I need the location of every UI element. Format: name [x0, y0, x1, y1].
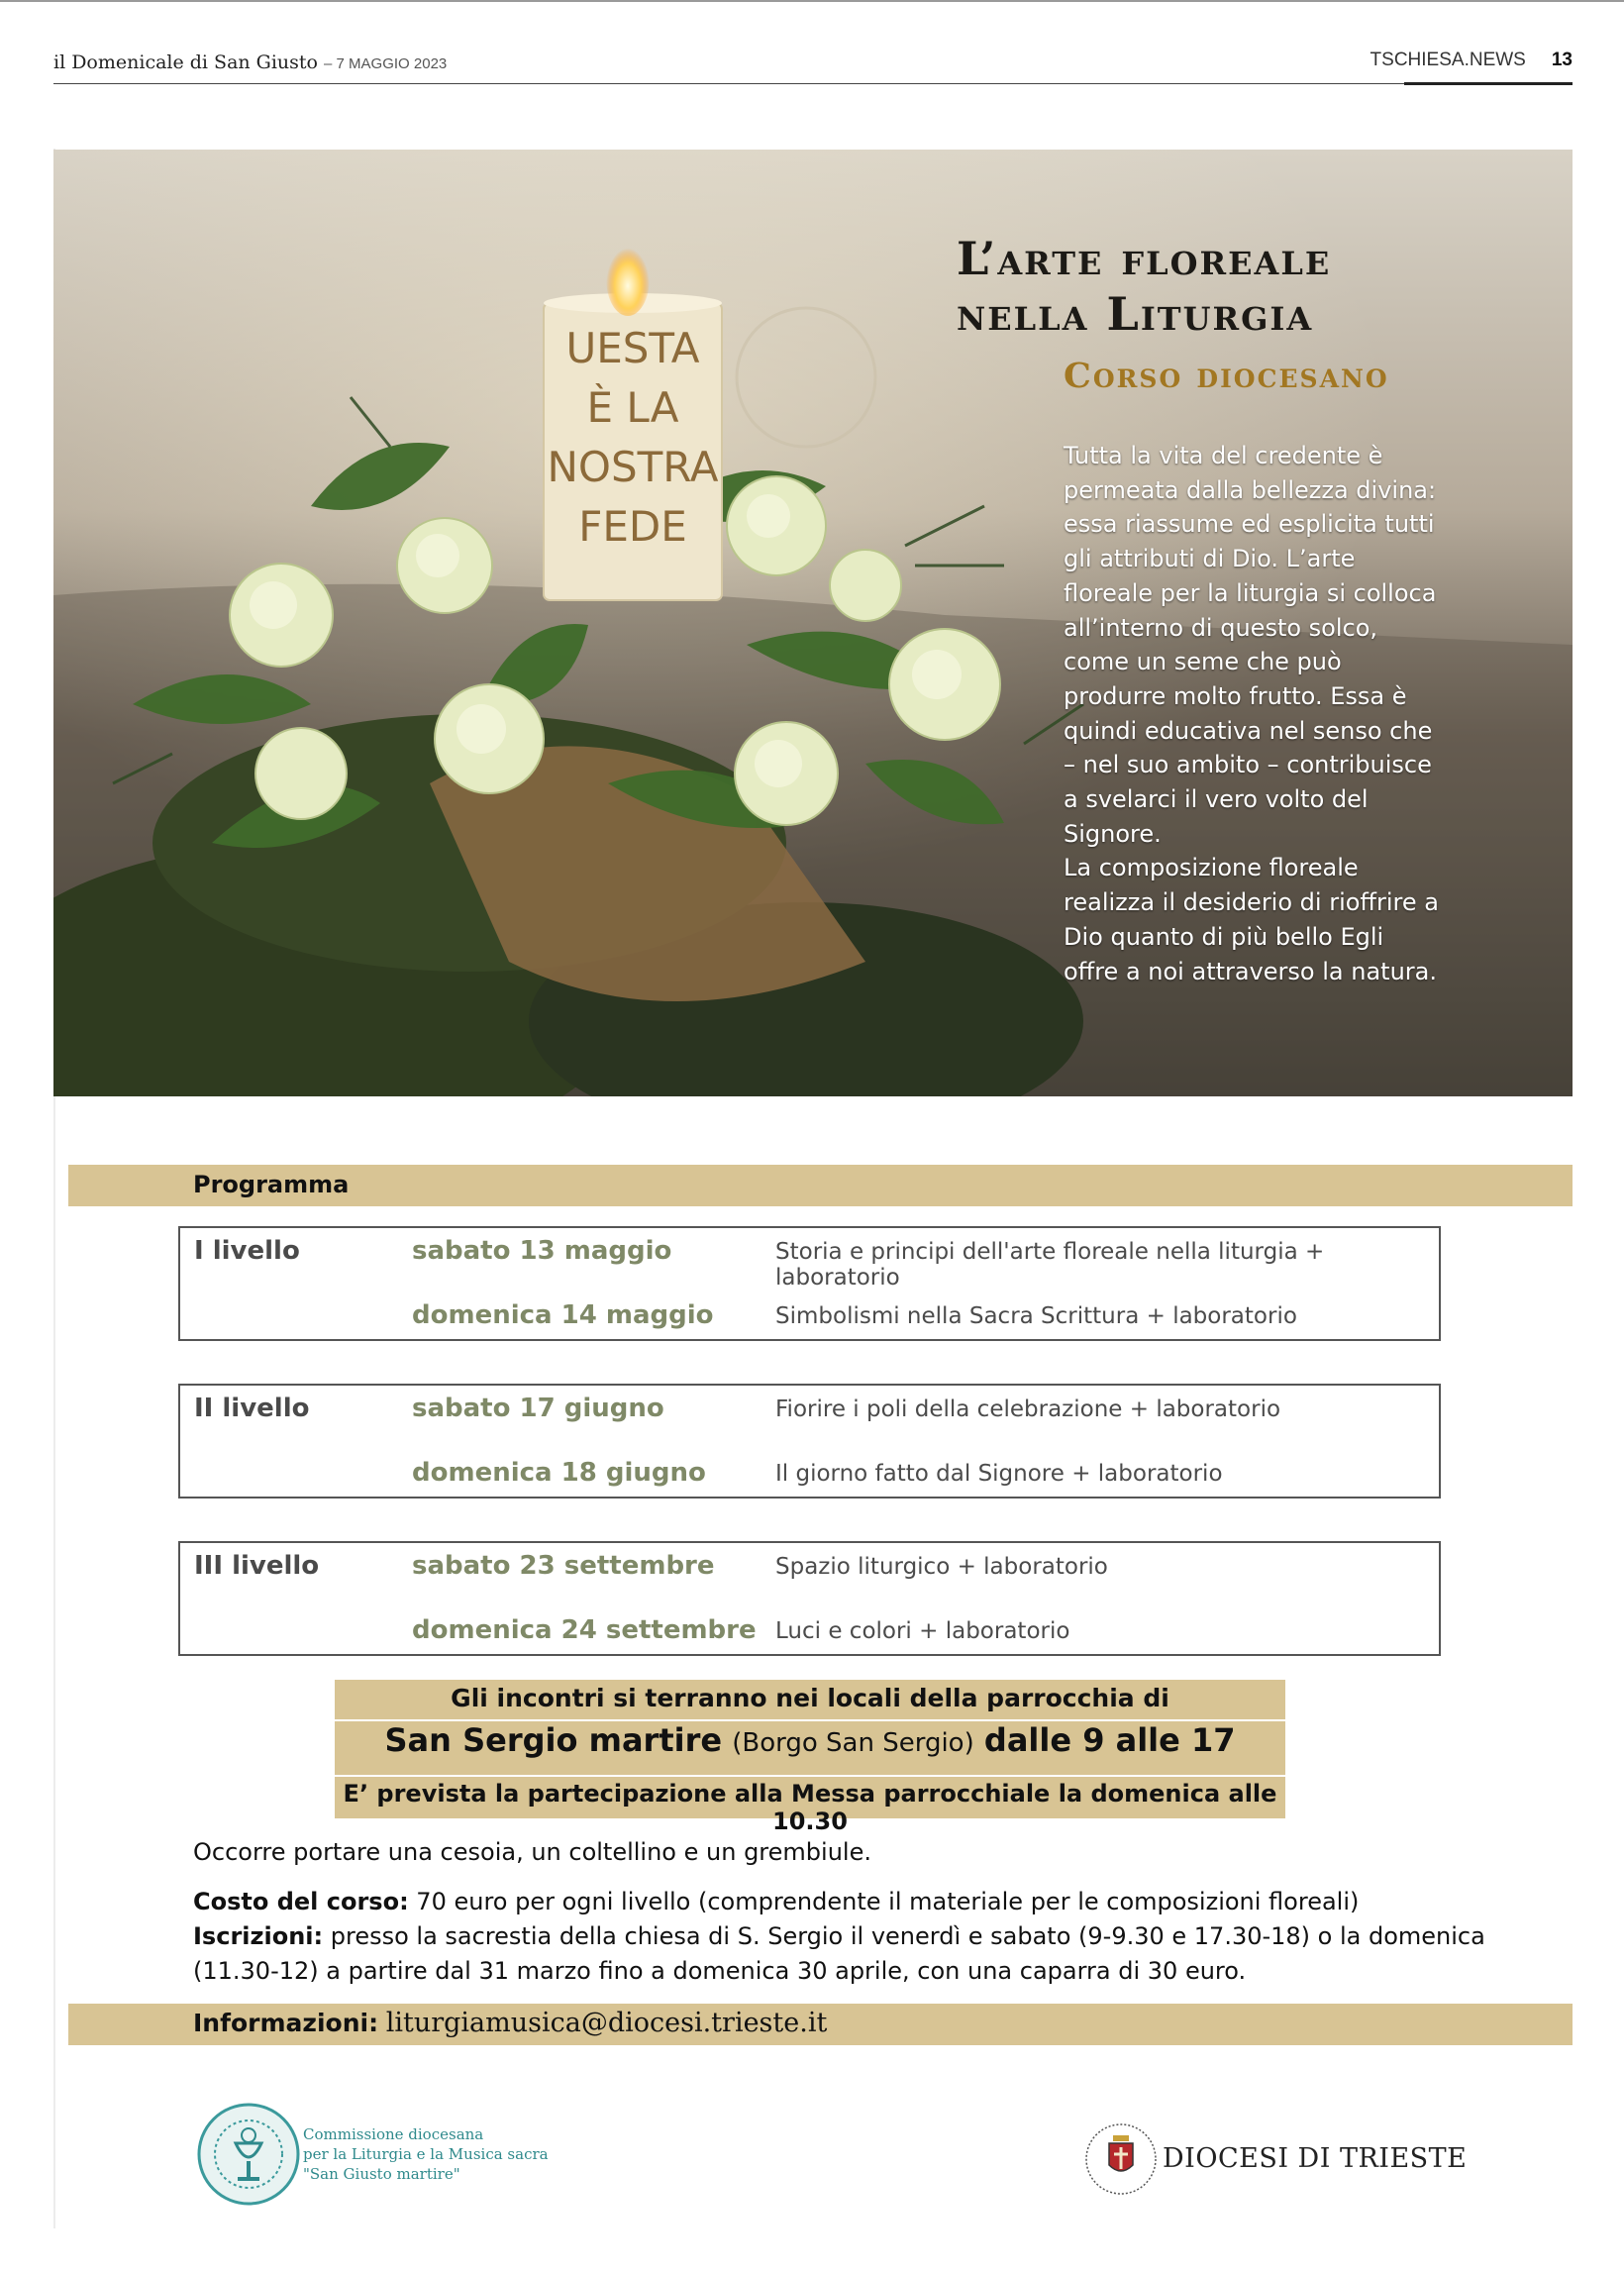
header-rule-accent	[1404, 82, 1573, 85]
hero-title-line2: nella Liturgia	[957, 287, 1314, 341]
mass-note: E’ prevista la partecipazione alla Messa parrocchiale la domenica alle 10.30	[343, 1780, 1277, 1835]
page-number: 13	[1551, 50, 1573, 70]
site-header	[1370, 50, 1573, 71]
info-label: Informazioni:	[193, 2009, 379, 2037]
enroll-text: presso la sacrestia della chiesa di S. Sergio il venerdì e sabato (9-9.30 e 17.30-18) o la domenica	[323, 1922, 1485, 1950]
hero-photo	[53, 150, 1573, 1096]
course-hours: dalle 9 alle 17	[983, 1721, 1236, 1759]
enroll-label: Iscrizioni:	[193, 1922, 324, 1950]
level-name: III livello	[194, 1551, 320, 1581]
level-name: I livello	[194, 1236, 300, 1266]
session-topic: Fiorire i poli della celebrazione + laboratorio	[775, 1396, 1281, 1422]
session-topic: Il giorno fatto dal Signore + laboratorio	[775, 1461, 1223, 1487]
candle-line: È LA	[586, 383, 679, 432]
top-border	[0, 0, 1624, 2]
level-box-1	[178, 1226, 1441, 1341]
session-date: sabato 13 maggio	[412, 1236, 672, 1266]
enroll-line	[193, 1919, 1485, 1954]
header-rule	[53, 83, 1573, 84]
commission-name	[303, 2124, 549, 2184]
commission-line: per la Liturgia e la Musica sacra	[303, 2145, 549, 2163]
level-name: II livello	[194, 1394, 310, 1423]
session-date: sabato 23 settembre	[412, 1551, 715, 1581]
session-date: domenica 14 maggio	[412, 1300, 714, 1330]
session-topic: Luci e colori + laboratorio	[775, 1618, 1070, 1644]
hero-subtitle: Corso diocesano	[1064, 356, 1389, 396]
diocese-name: DIOCESI DI TRIESTE	[1163, 2143, 1468, 2174]
publication-header	[53, 52, 447, 73]
bring-note: Occorre portare una cesoia, un coltellino e un grembiule.	[193, 1838, 871, 1866]
candle-line: NOSTRA	[547, 443, 719, 491]
commission-seal-icon	[196, 2102, 301, 2207]
session-topic: Simbolismi nella Sacra Scrittura + laboratorio	[775, 1303, 1297, 1329]
cost-text: 70 euro per ogni livello (comprendente il materiale per le composizioni floreali)	[408, 1888, 1360, 1915]
parish-area: (Borgo San Sergio)	[732, 1728, 974, 1758]
issue-date: – 7 MAGGIO 2023	[324, 55, 448, 72]
session-topic: Storia e principi dell'arte floreale nella liturgia + laboratorio	[775, 1239, 1325, 1291]
enroll-line-2: (11.30-12) a partire dal 31 marzo fino a domenica 30 aprile, con una caparra di 30 euro.	[193, 1957, 1247, 1985]
cost-line	[193, 1885, 1359, 1919]
location-box	[335, 1680, 1285, 1835]
session-date: sabato 17 giugno	[412, 1394, 664, 1423]
info-line	[193, 2006, 827, 2041]
programma-title: Programma	[193, 1171, 350, 1198]
candle-flame	[606, 241, 650, 316]
hero-title-line1: L’arte floreale	[957, 232, 1332, 285]
candle-line: FEDE	[578, 502, 687, 551]
hero-description: Tutta la vita del credente è permeata dalla bellezza divina: essa riassume ed esplicita tutti gli attributi di Dio. L’arte floreale per la liturgia si colloca all’interno di questo solco, come un seme che può produrre molto frutto. Essa è quindi educativa nel senso che – nel suo ambito – contribuisce a svelarci il vero volto del Signore. La composizione floreale realizza il desiderio di rioffrire a Dio quanto di più bello Egli offre a noi attraverso la natura.	[1064, 442, 1439, 985]
level-box-3	[178, 1541, 1441, 1656]
location-intro: Gli incontri si terranno nei locali della parrocchia di	[451, 1684, 1169, 1712]
cost-label: Costo del corso:	[193, 1888, 409, 1915]
site-link[interactable]: TSCHIESA.NEWS	[1370, 50, 1526, 70]
parish-name: San Sergio martire	[384, 1721, 723, 1759]
candle-line: UESTA	[565, 324, 700, 372]
hero-title	[957, 231, 1331, 342]
location-parish-line	[335, 1721, 1285, 1759]
session-date: domenica 18 giugno	[412, 1458, 706, 1488]
diocese-crest-icon	[1083, 2121, 1159, 2197]
info-email-link[interactable]: liturgiamusica@diocesi.trieste.it	[385, 2008, 828, 2038]
level-box-2	[178, 1384, 1441, 1499]
commission-line: Commissione diocesana	[303, 2125, 484, 2143]
location-divider	[335, 1775, 1285, 1777]
session-topic: Spazio liturgico + laboratorio	[775, 1554, 1108, 1580]
session-date: domenica 24 settembre	[412, 1615, 757, 1645]
publication-name: il Domenicale di San Giusto	[53, 52, 318, 73]
commission-line: "San Giusto martire"	[303, 2165, 460, 2183]
